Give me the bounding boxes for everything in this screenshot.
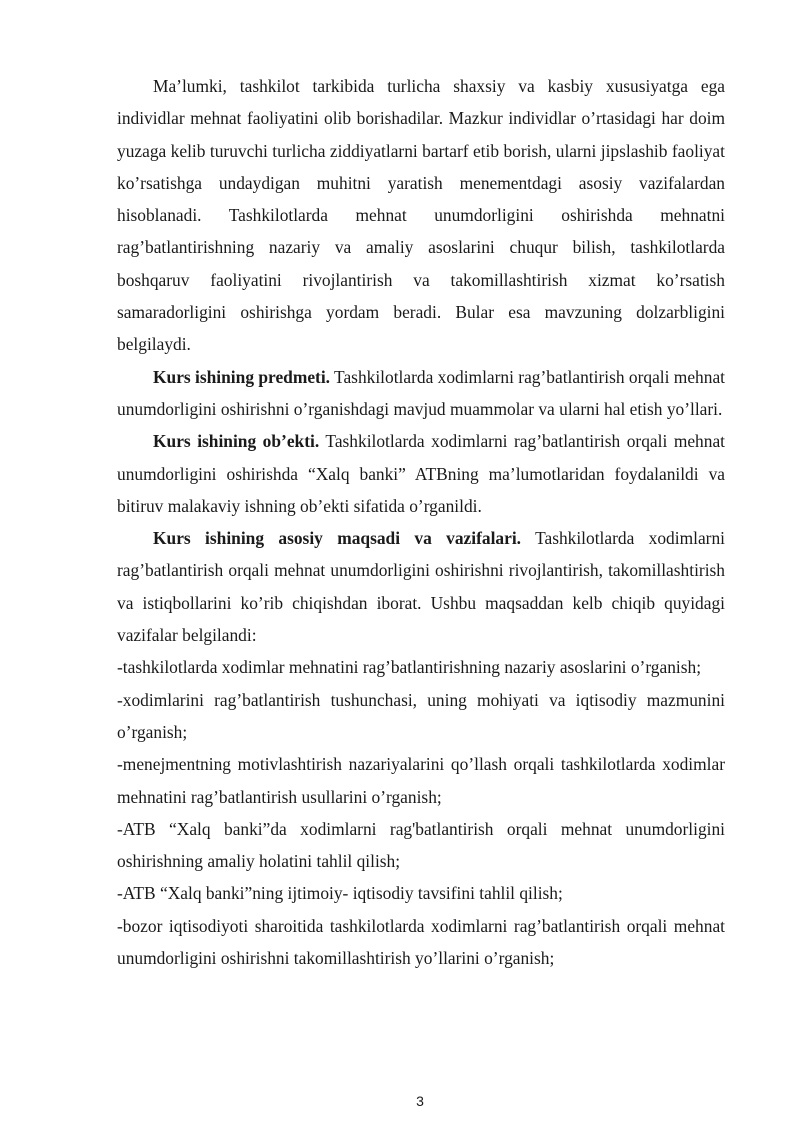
task-item: -ATB “Xalq banki”da xodimlarni rag'batlantirish orqali mehnat unumdorligini oshirishning amaliy holatini tahlil qilish; xyxy=(117,818,725,872)
task-item: -tashkilotlarda xodimlar mehnatini rag’batlantirishning nazariy asoslarini o’rganish; xyxy=(117,657,702,678)
document-body xyxy=(117,70,725,974)
object-text: Tashkilotlarda xodimlarni rag’batlantirish orqali mehnat unumdorligini oshirishda “Xalq banki” ATBning ma’lumotlaridan foydalanildi va bitiruv malakaviy ishning ob’ekti sifatida o’rganildi. xyxy=(117,431,726,516)
object-label: Kurs ishining ob’ekti. xyxy=(153,431,320,452)
task-item: -bozor iqtisodiyoti sharoitida tashkilotlarda xodimlarni rag’batlantirish orqali mehnat unumdorligini oshirishni takomillashtirish yo’llarini o’rganish; xyxy=(117,915,725,969)
task-item: -xodimlarini rag’batlantirish tushunchasi, uning mohiyati va iqtisodiy mazmunini o’rganish; xyxy=(117,689,725,742)
goal-label: Kurs ishining asosiy maqsadi va vazifalari. xyxy=(153,528,522,549)
page-number: 3 xyxy=(416,1093,424,1109)
subject-text: Tashkilotlarda xodimlarni rag’batlantirish orqali mehnat unumdorligini oshirishni o’rganishdagi mavjud muammolar va ularni hal etish yo’llari. xyxy=(117,366,725,419)
goal-text: Tashkilotlarda xodimlarni rag’batlantirish orqali mehnat unumdorligini oshirishni rivojlantirish, takomillashtirish va istiqbollarini ko’rib chiqishdan iborat. Ushbu maqsaddan kelb chiqib quyidagi vazifalar belgilandi: xyxy=(117,528,725,646)
task-item: -menejmentning motivlashtirish nazariyalarini qo’llash orqali tashkilotlarda xodimlar mehnatini rag’batlantirish usullarini o’rganish; xyxy=(117,754,725,807)
subject-paragraph xyxy=(117,361,725,426)
intro-paragraph: Ma’lumki, tashkilot tarkibida turlicha shaxsiy va kasbiy xususiyatga ega individlar mehnat faoliyatini olib borishadilar. Mazkur individlar o’rtasidagi har doim yuzaga kelib turuvchi turlicha ziddiyatlarni bartarf etib borish, ularni jipslashib faoliyat ko’rsatishga undaydigan muhitni yaratish menementdagi asosiy vazifalardan hisoblanadi. Tashkilotlarda mehnat unumdorligini oshirishda mehnatni rag’batlantirishning nazariy va amaliy asoslarini chuqur bilish, tashkilotlarda boshqaruv faoliyatini rivojlantirish va takomillashtirish xizmat ko’rsatish samaradorligini oshirishga yordam beradi. Bular esa mavzuning dolzarbligini belgilaydi. xyxy=(117,76,725,355)
object-paragraph xyxy=(117,425,725,522)
task-item: -ATB “Xalq banki”ning ijtimoiy- iqtisodiy tavsifini tahlil qilish; xyxy=(117,883,563,904)
goal-paragraph xyxy=(117,522,725,651)
subject-label: Kurs ishining predmeti. xyxy=(153,366,331,387)
